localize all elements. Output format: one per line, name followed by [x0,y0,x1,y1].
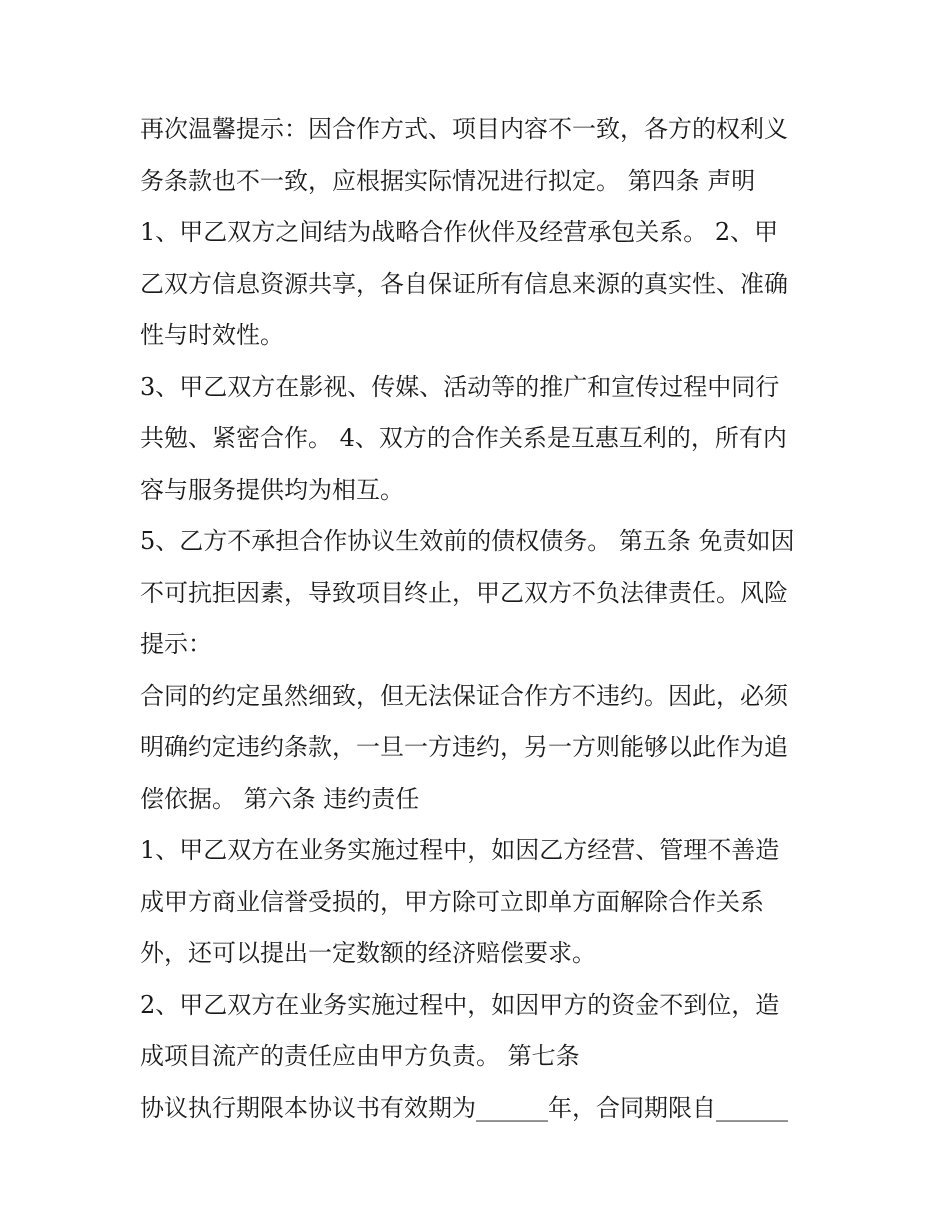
text-line: 成甲方商业信誉受损的，甲方除可立即单方面解除合作关系 [140,887,764,916]
text-line: 偿依据。 第六条 违约责任 [140,784,420,813]
text-line: 3、甲乙双方在影视、传媒、活动等的推广和宣传过程中同行 [140,372,780,401]
text-line: 提示： [140,630,212,658]
text-line: 5、乙方不承担合作协议生效前的债权债务。 第五条 免责如因 [140,527,795,555]
text-line: 1、甲乙双方之间结为战略合作伙伴及经营承包关系。 2、甲 [140,218,779,246]
text-line: 明确约定违约条款，一旦一方违约，另一方则能够以此作为追 [140,733,788,761]
text-line: 再次温馨提示：因合作方式、项目内容不一致，各方的权利义 [140,115,788,143]
text-line: 不可抗拒因素，导致项目终止，甲乙双方不负法律责任。风险 [140,578,788,607]
text-line: 性与时效性。 [140,321,284,349]
text-line: 协议执行期限本协议书有效期为______年，合同期限自______ [140,1093,788,1122]
text-line: 务条款也不一致，应根据实际情况进行拟定。 第四条 声明 [140,166,756,195]
document-body [140,104,820,1134]
text-line: 1、甲乙双方在业务实施过程中，如因乙方经营、管理不善造 [140,836,780,864]
text-line: 乙双方信息资源共享，各自保证所有信息来源的真实性、准确 [140,269,788,298]
text-line: 容与服务提供均为相互。 [140,475,404,504]
text-line: 成项目流产的责任应由甲方负责。 第七条 [140,1042,580,1070]
text-line: 外，还可以提出一定数额的经济赔偿要求。 [140,939,596,967]
text-line: 2、甲乙双方在业务实施过程中，如因甲方的资金不到位，造 [140,990,780,1019]
text-line: 合同的约定虽然细致，但无法保证合作方不违约。因此，必须 [140,681,788,710]
text-line: 共勉、紧密合作。 4、双方的合作关系是互惠互利的，所有内 [140,424,787,452]
